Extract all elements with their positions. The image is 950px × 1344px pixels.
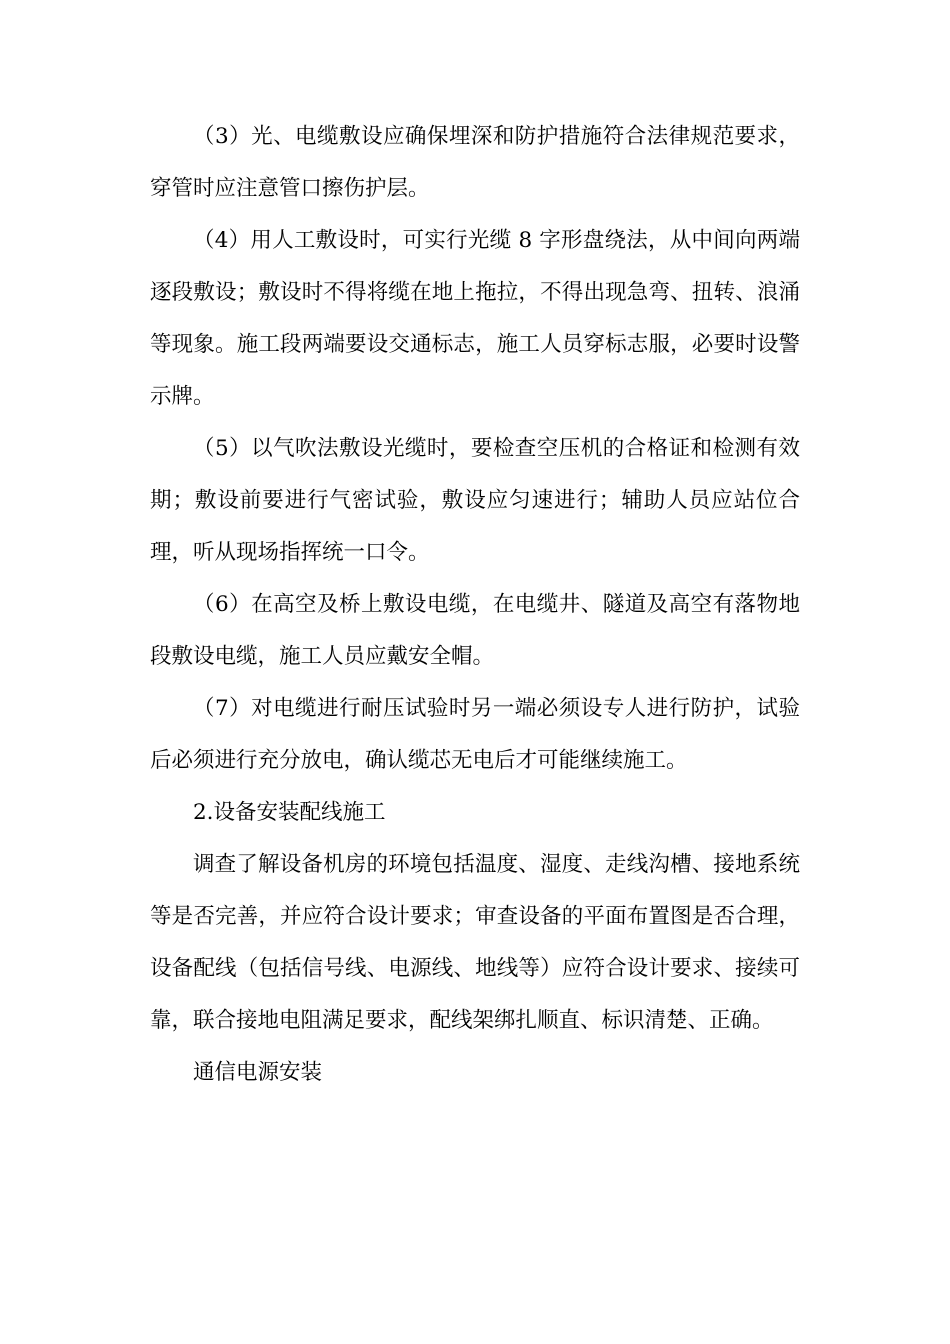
section-heading-power: 通信电源安装 — [193, 1060, 323, 1085]
paragraph-high-altitude: （6）在高空及桥上敷设电缆，在电缆井、隧道及高空有落物地段敷设电缆，施工人员应戴安全帽。 — [150, 592, 800, 669]
section-heading-equipment: 2.设备安装配线施工 — [193, 800, 386, 825]
paragraph-equipment-room: 调查了解设备机房的环境包括温度、湿度、走线沟槽、接地系统等是否完善，并应符合设计要求；审查设备的平面布置图是否合理，设备配线（包括信号线、电源线、地线等）应符合设计要求、接续可靠，联合接地电阻满足要求，配线架绑扎顺直、标识清楚、正确。 — [150, 852, 800, 1033]
paragraph-cable-burial: （3）光、电缆敷设应确保埋深和防护措施符合法律规范要求，穿管时应注意管口擦伤护层。 — [150, 124, 800, 201]
paragraph-manual-laying: （4）用人工敷设时，可实行光缆 8 字形盘绕法，从中间向两端逐段敷设；敷设时不得将缆在地上拖拉，不得出现急弯、扭转、浪涌等现象。施工段两端要设交通标志，施工人员穿标志服，必要时设警示牌。 — [150, 228, 800, 409]
document-body — [150, 111, 800, 1099]
paragraph-air-blowing: （5）以气吹法敷设光缆时，要检查空压机的合格证和检测有效期；敷设前要进行气密试验，敷设应匀速进行；辅助人员应站位合理，听从现场指挥统一口令。 — [150, 436, 800, 565]
paragraph-voltage-test: （7）对电缆进行耐压试验时另一端必须设专人进行防护，试验后必须进行充分放电，确认缆芯无电后才可能继续施工。 — [150, 696, 800, 773]
